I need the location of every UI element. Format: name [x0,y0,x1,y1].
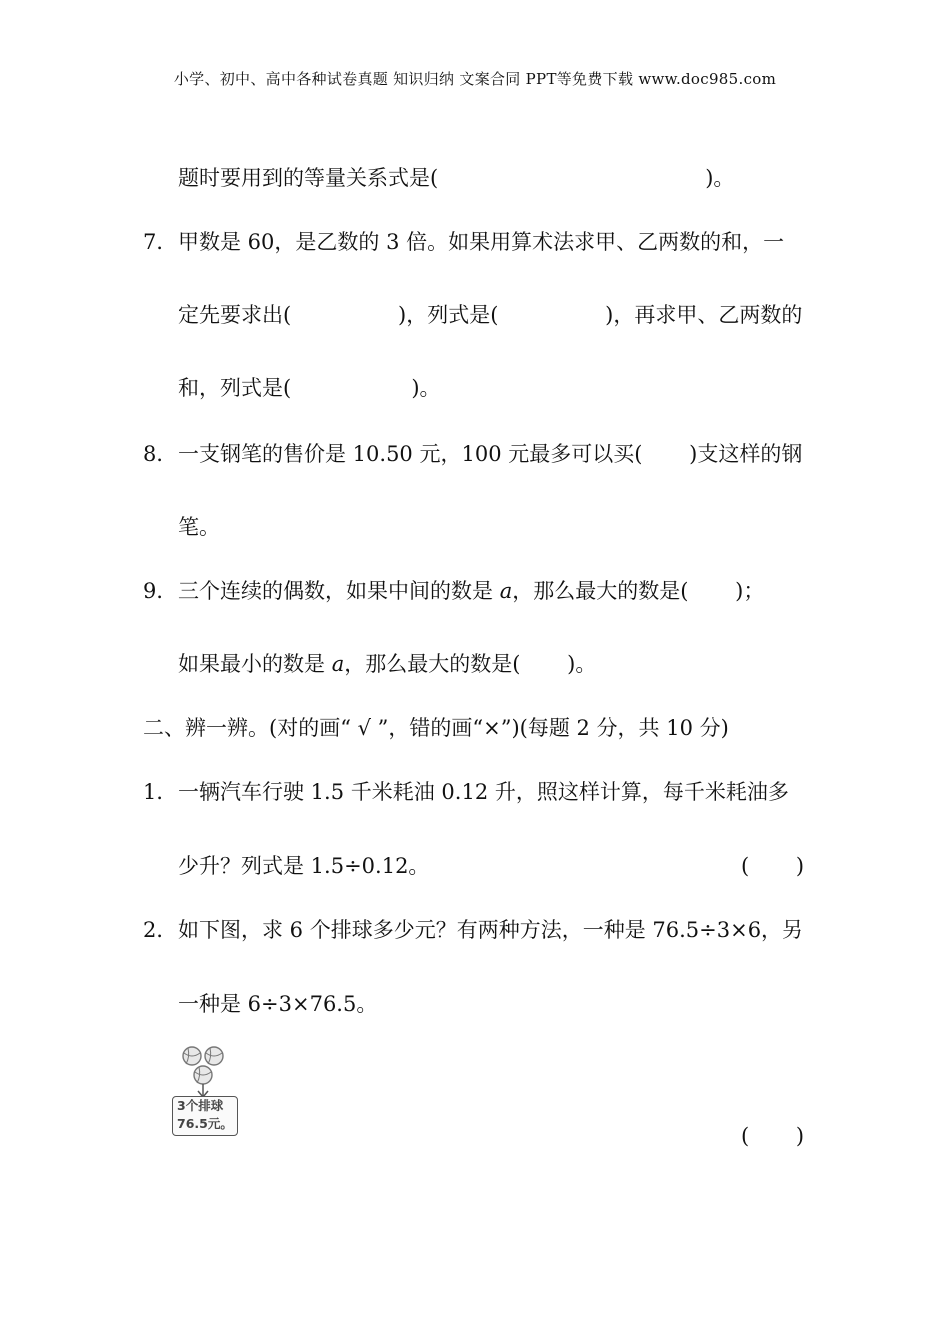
q9-line-2: 如果最小的数是 a，那么最大的数是( )。 [178,652,597,676]
q7-line-3: 和，列式是( )。 [178,376,441,400]
variable-a: a [499,579,513,603]
s2-q1-answer-blank: ( ) [741,854,805,878]
s2-q2-answer-blank: ( ) [741,1124,805,1148]
q7-line-1: 甲数是 60，是乙数的 3 倍。如果用算术法求甲、乙两数的和，一 [178,230,785,254]
s2-q1-line-2: 少升？列式是 1.5÷0.12。 [178,854,430,878]
s2-q2-number: 2． [143,918,178,942]
page-header: 小学、初中、高中各种试卷真题 知识归纳 文案合同 PPT等免费下载 www.doc985.com [173,70,777,88]
s2-q2-line-2: 一种是 6÷3×76.5。 [178,992,378,1016]
s2-q1-line-1: 一辆汽车行驶 1.5 千米耗油 0.12 升，照这样计算，每千米耗油多 [178,780,789,804]
s2-q1-number: 1． [143,780,178,804]
q6-continuation: 题时要用到的等量关系式是( )。 [178,166,735,190]
q8-line-1: 一支钢笔的售价是 10.50 元，100 元最多可以买( )支这样的钢 [178,442,803,466]
q7-number: 7． [143,230,178,254]
q8-line-2: 笔。 [178,515,220,539]
s2-q2-line-1: 如下图，求 6 个排球多少元？有两种方法，一种是 76.5÷3×6，另 [178,918,804,942]
price-label: 3个排球 76.5元。 [172,1096,238,1136]
volleyballs-icon [170,1045,242,1097]
section-2-title: 二、辨一辨。(对的画“ √ ”，错的画“×”)(每题 2 分，共 10 分) [143,716,729,740]
q7-line-2: 定先要求出( )，列式是( )，再求甲、乙两数的 [178,303,803,327]
q8-number: 8． [143,442,178,466]
volleyball-figure [170,1045,242,1140]
q9-number: 9． [143,579,178,603]
q9-line-1: 三个连续的偶数，如果中间的数是 a，那么最大的数是( )； [178,579,765,603]
variable-a: a [331,652,345,676]
